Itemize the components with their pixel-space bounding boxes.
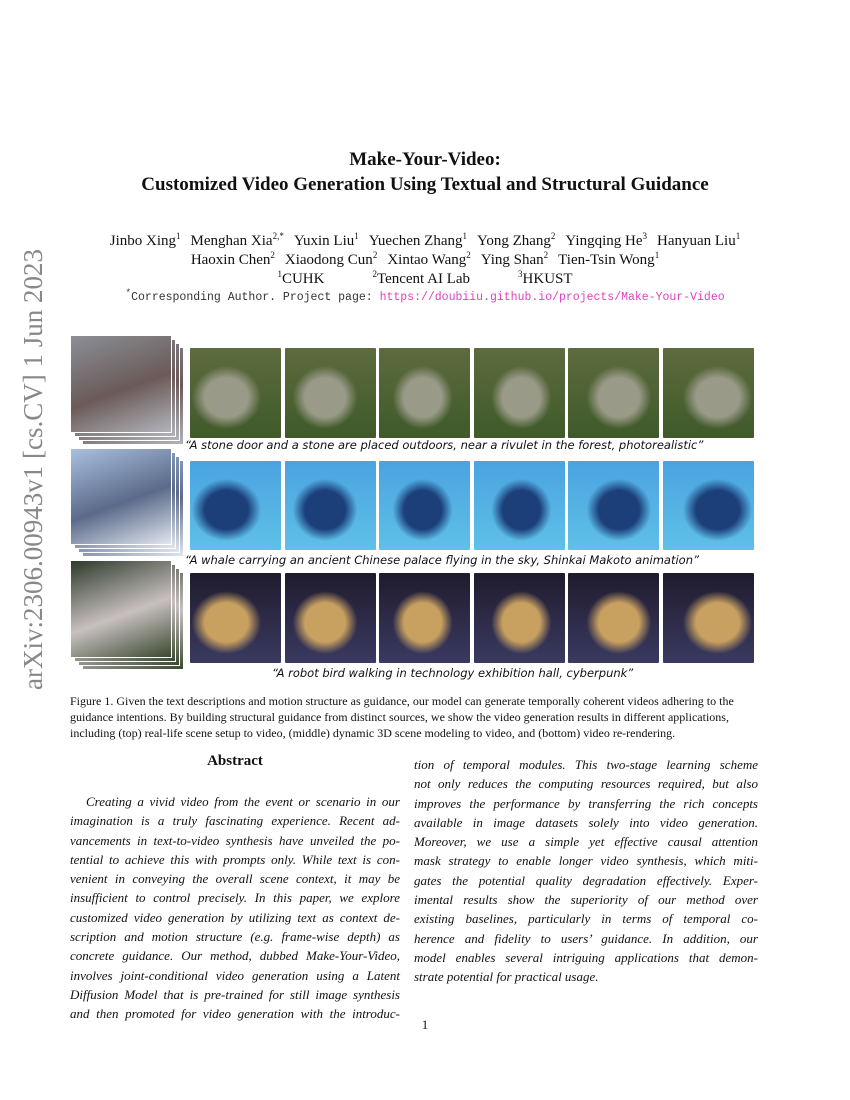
abstract-left-column xyxy=(70,792,400,1024)
abstract-line: not only reduces the computing resources required, but also xyxy=(414,776,758,792)
author-name-text: Xintao Wang xyxy=(387,252,467,268)
generated-video-frame xyxy=(379,573,470,663)
abstract-line: model enables several intriguing applications that demon- xyxy=(414,949,758,965)
generated-video-frame xyxy=(568,348,659,438)
generated-video-frame xyxy=(568,461,659,550)
author-name-text: Haoxin Chen xyxy=(190,252,271,268)
generated-video-frame xyxy=(379,461,470,550)
affiliation-name: CUHK xyxy=(281,271,325,287)
page-number: 1 xyxy=(421,1017,429,1032)
abstract-line: customized video generation by utilizing text as context de- xyxy=(70,909,400,925)
abstract-line: venient in conveying the overall scene context, it may be xyxy=(70,871,400,887)
affiliation-marker: 2 xyxy=(543,250,549,260)
affiliation-marker: 1 xyxy=(277,269,282,279)
abstract-line: improves the performance by transferring the rich concepts xyxy=(414,795,758,811)
row-caption-3: “A robot bird walking in technology exhibition hall, cyberpunk” xyxy=(272,666,634,680)
abstract-right-column xyxy=(414,755,758,987)
input-structure-frame xyxy=(70,448,172,545)
title-line-1: Make-Your-Video: xyxy=(349,149,501,170)
generated-video-frame xyxy=(190,461,281,550)
author-name-text: Yuxin Liu xyxy=(293,233,355,249)
affiliation-marker: 2 xyxy=(550,231,556,241)
abstract-line: and then promoted for video generation with the introduc- xyxy=(70,1006,400,1022)
affiliation xyxy=(277,271,324,287)
abstract-line: existing baselines, particularly in terms of temporal co- xyxy=(414,911,758,927)
affiliation-marker: 2 xyxy=(372,250,378,260)
generated-video-frame xyxy=(379,348,470,438)
paper-title xyxy=(0,147,850,197)
input-structure-frame xyxy=(70,560,172,658)
affiliation-marker: 2 xyxy=(372,269,377,279)
abstract-line: imental results show the superiority of our method over xyxy=(414,892,758,908)
author-name-text: Hanyuan Liu xyxy=(656,233,736,249)
corresponding-note xyxy=(0,287,850,304)
author-name-text: Tien-Tsin Wong xyxy=(558,252,655,268)
figure-caption: Figure 1. Given the text descriptions and motion structure as guidance, our model can generate temporally coherent videos adhering to the guidance intentions. By building structural guidance from distinct sources, we show the video generation results in different applications, including (top) real-life scene setup to video, (middle) dynamic 3D scene modeling to video, and (bottom) video re-rendering. xyxy=(70,694,734,740)
generated-video-frame xyxy=(285,573,376,663)
generated-video-frame xyxy=(190,348,281,438)
abstract-line: vancements in text-to-video synthesis have unveiled the po- xyxy=(70,832,400,848)
author-name-text: Xiaodong Cun xyxy=(284,252,373,268)
author-name-text: Yingqing He xyxy=(565,233,643,249)
affiliation-name: HKUST xyxy=(522,271,573,287)
abstract-line: imagination is a truly fascinating experience. Recent ad- xyxy=(70,813,400,829)
affiliation-marker: 1 xyxy=(735,231,741,241)
author-name-text: Yuechen Zhang xyxy=(368,233,463,249)
affiliation-marker: 1 xyxy=(462,231,467,241)
affiliations xyxy=(0,265,850,289)
generated-video-frame xyxy=(474,461,565,550)
affiliation-marker: 1 xyxy=(354,231,359,241)
abstract-line: tential to achieve this with prompts only. While text is con- xyxy=(70,851,400,867)
note-star: * xyxy=(125,287,132,298)
generated-video-frame xyxy=(285,348,376,438)
abstract-line: involves joint-conditional video generation using a Latent xyxy=(70,967,400,983)
abstract-line: gates the potential quality degradation effectively. Exper- xyxy=(414,872,758,888)
abstract-line: Moreover, we use a simple yet effective causal attention xyxy=(414,834,758,850)
arxiv-stamp: arXiv:2306.00943v1 [cs.CV] 1 Jun 2023 xyxy=(18,249,48,690)
generated-video-frame xyxy=(663,348,754,438)
abstract-line: Creating a vivid video from the event or scenario in our xyxy=(86,794,400,809)
affiliation-marker: 1 xyxy=(654,250,660,260)
abstract-line: concrete guidance. Our method, dubbed Make-Your-Video, xyxy=(70,948,400,964)
generated-video-frame xyxy=(663,573,754,663)
affiliation-marker: 1 xyxy=(176,231,181,241)
affiliation-marker: 3 xyxy=(518,269,523,279)
affiliation-marker: 3 xyxy=(642,231,647,241)
abstract-line: scription and motion structure (e.g. frame-wise depth) as xyxy=(70,929,400,945)
affiliation-marker: 2 xyxy=(270,250,275,260)
affiliation xyxy=(518,271,573,287)
abstract-line: tion of temporal modules. This two-stage learning scheme xyxy=(414,757,758,772)
generated-video-frame xyxy=(285,461,376,550)
abstract-line: insufficient to control precisely. In this paper, we explore xyxy=(70,890,400,906)
affiliation-name: Tencent AI Lab xyxy=(376,271,471,287)
abstract-line: available in image datasets solely into video generation. xyxy=(414,814,758,830)
affiliation-marker: 2,* xyxy=(272,231,284,241)
generated-video-frame xyxy=(663,461,754,550)
generated-video-frame xyxy=(190,573,281,663)
generated-video-frame xyxy=(568,573,659,663)
title-line-2: Customized Video Generation Using Textual and Structural Guidance xyxy=(141,174,709,195)
affiliation-marker: 2 xyxy=(466,250,471,260)
generated-video-frame xyxy=(474,348,565,438)
author-name-text: Jinbo Xing xyxy=(109,233,177,249)
row-caption-1: “A stone door and a stone are placed outdoors, near a rivulet in the forest, photorealistic” xyxy=(185,438,704,452)
abstract-line: Diffusion Model that is pre-trained for still image synthesis xyxy=(70,986,400,1002)
abstract-line: herence and fidelity to users’ guidance. In addition, our xyxy=(414,930,758,946)
input-structure-frame xyxy=(70,335,172,433)
project-link[interactable]: https://doubiiu.github.io/projects/Make-Your-Video xyxy=(379,290,725,304)
author-name-text: Yong Zhang xyxy=(476,233,551,249)
author-name-text: Ying Shan xyxy=(480,252,544,268)
abstract-line: strate potential for practical usage. xyxy=(414,969,599,985)
author-name-text: Menghan Xia xyxy=(190,233,273,249)
generated-video-frame xyxy=(474,573,565,663)
row-caption-2: “A whale carrying an ancient Chinese palace flying in the sky, Shinkai Makoto animation” xyxy=(185,553,699,567)
abstract-line: mask strategy to enable longer video synthesis, which miti- xyxy=(414,853,758,869)
abstract-heading: Abstract xyxy=(207,753,263,769)
affiliation xyxy=(372,271,470,287)
note-text: Corresponding Author. Project page: xyxy=(131,290,380,304)
